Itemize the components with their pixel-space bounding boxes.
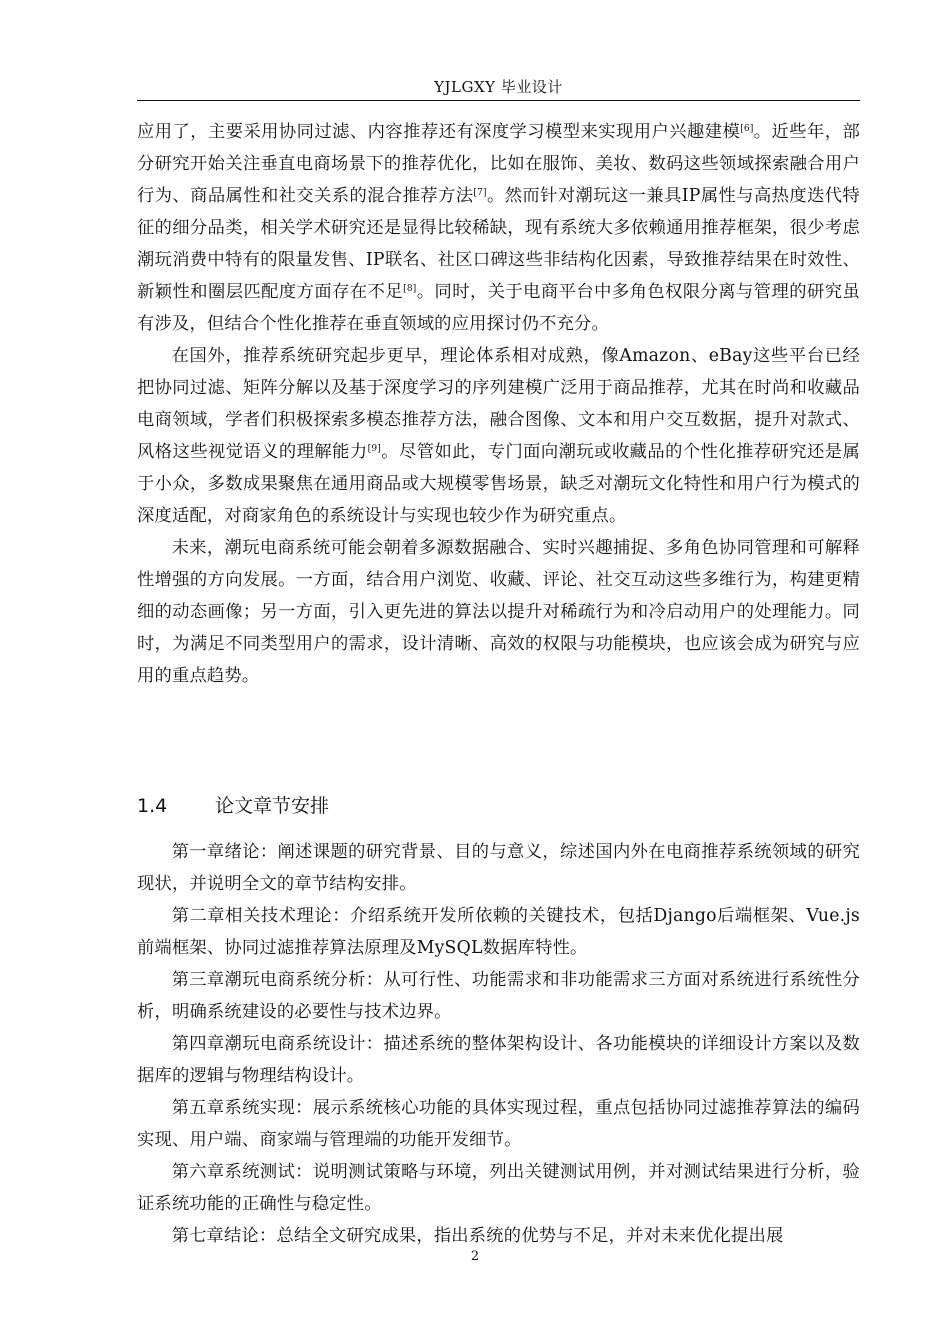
text-run: 。近些年，部分研究开始关注垂直电商场景下的推荐优化，比如在服饰、美妆、数码这些领域探索融合用户行为、商品属性和社交关系的混合推荐方法 xyxy=(137,122,860,206)
text-run: 。尽管如此，专门面向潮玩或收藏品的个性化推荐研究还是属于小众，多数成果聚焦在通用商品或大规模零售场景，缺乏对潮玩文化特性和用户行为模式的深度适配，对商家角色的系统设计与实现也较少作为研究重点。 xyxy=(137,442,860,526)
paragraph-future-trends: 未来，潮玩电商系统可能会朝着多源数据融合、实时兴趣捕捉、多角色协同管理和可解释性增强的方向发展。一方面，结合用户浏览、收藏、评论、社交互动这些多维行为，构建更精细的动态画像；另一方面，引入更先进的算法以提升对稀疏行为和冷启动用户的处理能力。同时，为满足不同类型用户的需求，设计清晰、高效的权限与功能模块，也应该会成为研究与应用的重点趋势。 xyxy=(137,538,860,686)
body-text xyxy=(137,116,860,692)
chapter-item: 第二章相关技术理论：介绍系统开发所依赖的关键技术，包括Django后端框架、Vue.js前端框架、协同过滤推荐算法原理及MySQL数据库特性。 xyxy=(137,906,860,958)
chapter-item: 第七章结论：总结全文研究成果，指出系统的优势与不足，并对未来优化提出展 xyxy=(171,1226,784,1246)
citation-6: [6] xyxy=(740,124,754,134)
paragraph-domestic-research xyxy=(137,116,860,340)
citation-7: [7] xyxy=(473,188,487,198)
section-number: 1.4 xyxy=(137,795,168,817)
chapter-item: 第六章系统测试：说明测试策略与环境，列出关键测试用例，并对测试结果进行分析，验证系统功能的正确性与稳定性。 xyxy=(137,1162,860,1214)
chapter-item: 第四章潮玩电商系统设计：描述系统的整体架构设计、各功能模块的详细设计方案以及数据库的逻辑与物理结构设计。 xyxy=(137,1034,860,1086)
chapter-item: 第五章系统实现：展示系统核心功能的具体实现过程，重点包括协同过滤推荐算法的编码实现、用户端、商家端与管理端的功能开发细节。 xyxy=(137,1098,860,1150)
section-heading xyxy=(137,791,329,821)
text-run: 。同时，关于电商平台中多角色权限分离与管理的研究虽有涉及，但结合个性化推荐在垂直领域的应用探讨仍不充分。 xyxy=(137,282,860,334)
citation-9: [9] xyxy=(367,444,381,454)
text-run: 应用了，主要采用协同过滤、内容推荐还有深度学习模型来实现用户兴趣建模 xyxy=(137,122,741,142)
section-title: 论文章节安排 xyxy=(215,795,330,817)
page-header: YJLGXY 毕业设计 xyxy=(434,78,563,96)
chapter-item: 第三章潮玩电商系统分析：从可行性、功能需求和非功能需求三方面对系统进行系统性分析，明确系统建设的必要性与技术边界。 xyxy=(137,970,860,1022)
paragraph-foreign-research xyxy=(137,340,860,532)
text-run: 在国外，推荐系统研究起步更早，理论体系相对成熟，像Amazon、eBay这些平台已经把协同过滤、矩阵分解以及基于深度学习的序列建模广泛用于商品推荐，尤其在时尚和收藏品电商领域，学者们积极探索多模态推荐方法，融合图像、文本和用户交互数据，提升对款式、风格这些视觉语义的理解能力 xyxy=(137,346,860,462)
citation-8: [8] xyxy=(403,284,417,294)
header-rule xyxy=(137,100,860,101)
text-run: 。然而针对潮玩这一兼具IP属性与高热度迭代特征的细分品类，相关学术研究还是显得比较稀缺，现有系统大多依赖通用推荐框架，很少考虑潮玩消费中特有的限量发售、IP联名、社区口碑这些非结构化因素，导致推荐结果在时效性、新颖性和圈层匹配度方面存在不足 xyxy=(137,186,860,302)
page-number: 2 xyxy=(470,1249,480,1264)
chapter-list xyxy=(137,836,860,1252)
chapter-item: 第一章绪论：阐述课题的研究背景、目的与意义，综述国内外在电商推荐系统领域的研究现状，并说明全文的章节结构安排。 xyxy=(137,842,860,894)
